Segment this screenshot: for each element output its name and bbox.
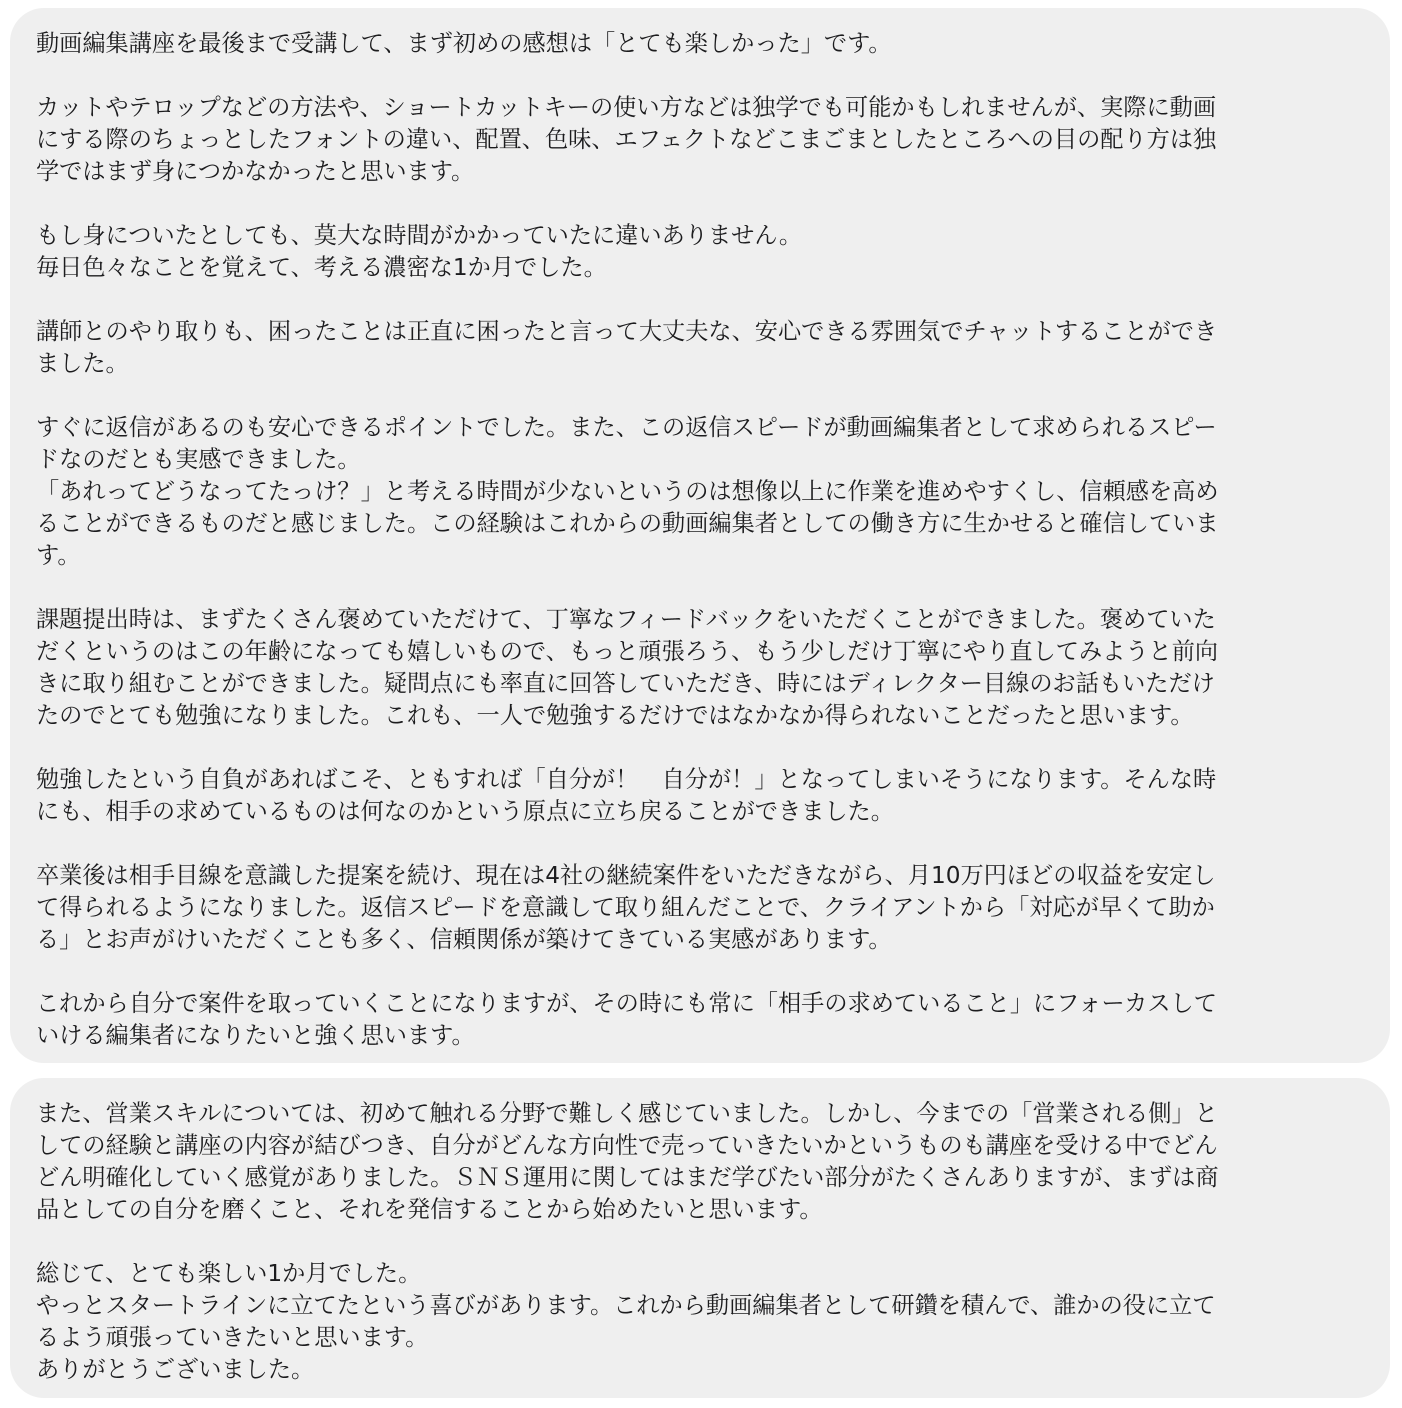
message-text-line: るよう頑張っていきたいと思います。 — [36, 1324, 429, 1351]
paragraph-gap — [36, 732, 1364, 764]
message-text-line: にする際のちょっとしたフォントの違い、配置、色味、エフェクトなどこまごまとしたところへの目の配り方は独 — [36, 126, 1217, 153]
message-text-line: いける編集者になりたいと強く思います。 — [36, 1022, 475, 1049]
message-text-line: きに取り組むことができました。疑問点にも率直に回答していただき、時にはディレクター目線のお話もいただけ — [36, 670, 1215, 697]
message-text-line: ました。 — [36, 350, 129, 377]
message-text-line: 「あれってどうなってたっけ？」と考える時間が少ないというのは想像以上に作業を進めやすくし、信頼感を高め — [36, 478, 1219, 505]
message-text-line: すぐに返信があるのも安心できるポイントでした。また、この返信スピードが動画編集者として求められるスピー — [36, 414, 1217, 441]
paragraph-gap — [36, 956, 1364, 988]
message-text-line: ありがとうございました。 — [36, 1356, 315, 1383]
message-text-line: ドなのだとも実感できました。 — [36, 446, 361, 473]
message-text-line: 講師とのやり取りも、困ったことは正直に困ったと言って大丈夫な、安心できる雰囲気でチャットすることができ — [36, 318, 1218, 345]
message-text-line: 課題提出時は、まずたくさん褒めていただけて、丁寧なフィードバックをいただくことができました。褒めていた — [36, 606, 1216, 633]
paragraph-gap — [36, 188, 1364, 220]
paragraph-gap — [36, 828, 1364, 860]
paragraph-gap — [36, 380, 1364, 412]
message-text-line: やっとスタートラインに立てたという喜びがあります。これから動画編集者として研鑽を積んで、誰かの役に立て — [36, 1292, 1216, 1319]
message-text-line: 動画編集講座を最後まで受講して、まず初めの感想は「とても楽しかった」です。 — [36, 30, 892, 57]
message-text-line: 卒業後は相手目線を意識した提案を続け、現在は4社の継続案件をいただきながら、月10万円ほどの収益を安定し — [36, 862, 1216, 889]
message-text-line: ることができるものだと感じました。この経験はこれからの動画編集者としての働き方に生かせると確信していま — [36, 510, 1219, 537]
paragraph-gap — [36, 60, 1364, 92]
paragraph-gap — [36, 572, 1364, 604]
message-text-line: カットやテロップなどの方法や、ショートカットキーの使い方などは独学でも可能かもしれませんが、実際に動画 — [36, 94, 1217, 121]
message-text-line: にも、相手の求めているものは何なのかという原点に立ち戻ることができました。 — [36, 798, 894, 825]
message-text-line: これから自分で案件を取っていくことになりますが、その時にも常に「相手の求めていること」にフォーカスして — [36, 990, 1217, 1017]
message-text-line: 品としての自分を磨くこと、それを発信することから始めたいと思います。 — [36, 1196, 823, 1223]
message-bubble-2 — [10, 1078, 1390, 1398]
message-text-line: しての経験と講座の内容が結びつき、自分がどんな方向性で売っていきたいかというものも講座を受ける中でどん — [36, 1132, 1218, 1159]
message-text-line: どん明確化していく感覚がありました。ＳＮＳ運用に関してはまだ学びたい部分がたくさんありますが、まずは商 — [36, 1164, 1219, 1191]
message-text-line: 毎日色々なことを覚えて、考える濃密な1か月でした。 — [36, 254, 607, 281]
message-text-line: たのでとても勉強になりました。これも、一人で勉強するだけではなかなか得られないことだったと思います。 — [36, 702, 1194, 729]
message-text-line: もし身についたとしても、莫大な時間がかかっていたに違いありません。 — [36, 222, 803, 249]
paragraph-gap — [36, 1226, 1364, 1258]
message-text-line: て得られるようになりました。返信スピードを意識して取り組んだことで、クライアントから「対応が早くて助か — [36, 894, 1215, 921]
message-text-line: る」とお声がけいただくことも多く、信頼関係が築けてきている実感があります。 — [36, 926, 892, 953]
message-text-line: 総じて、とても楽しい1か月でした。 — [36, 1260, 422, 1287]
message-text-line: 勉強したという自負があればこそ、ともすれば「自分が！ 自分が！」となってしまいそうになります。そんな時 — [36, 766, 1217, 793]
message-bubble-1 — [10, 8, 1390, 1063]
paragraph-gap — [36, 284, 1364, 316]
message-text-line: また、営業スキルについては、初めて触れる分野で難しく感じていました。しかし、今までの「営業される側」と — [36, 1100, 1218, 1127]
message-text-line: 学ではまず身につかなかったと思います。 — [36, 158, 475, 185]
message-text-line: す。 — [36, 542, 81, 569]
message-text-line: だくというのはこの年齢になっても嬉しいもので、もっと頑張ろう、もう少しだけ丁寧にやり直してみようと前向 — [36, 638, 1219, 665]
